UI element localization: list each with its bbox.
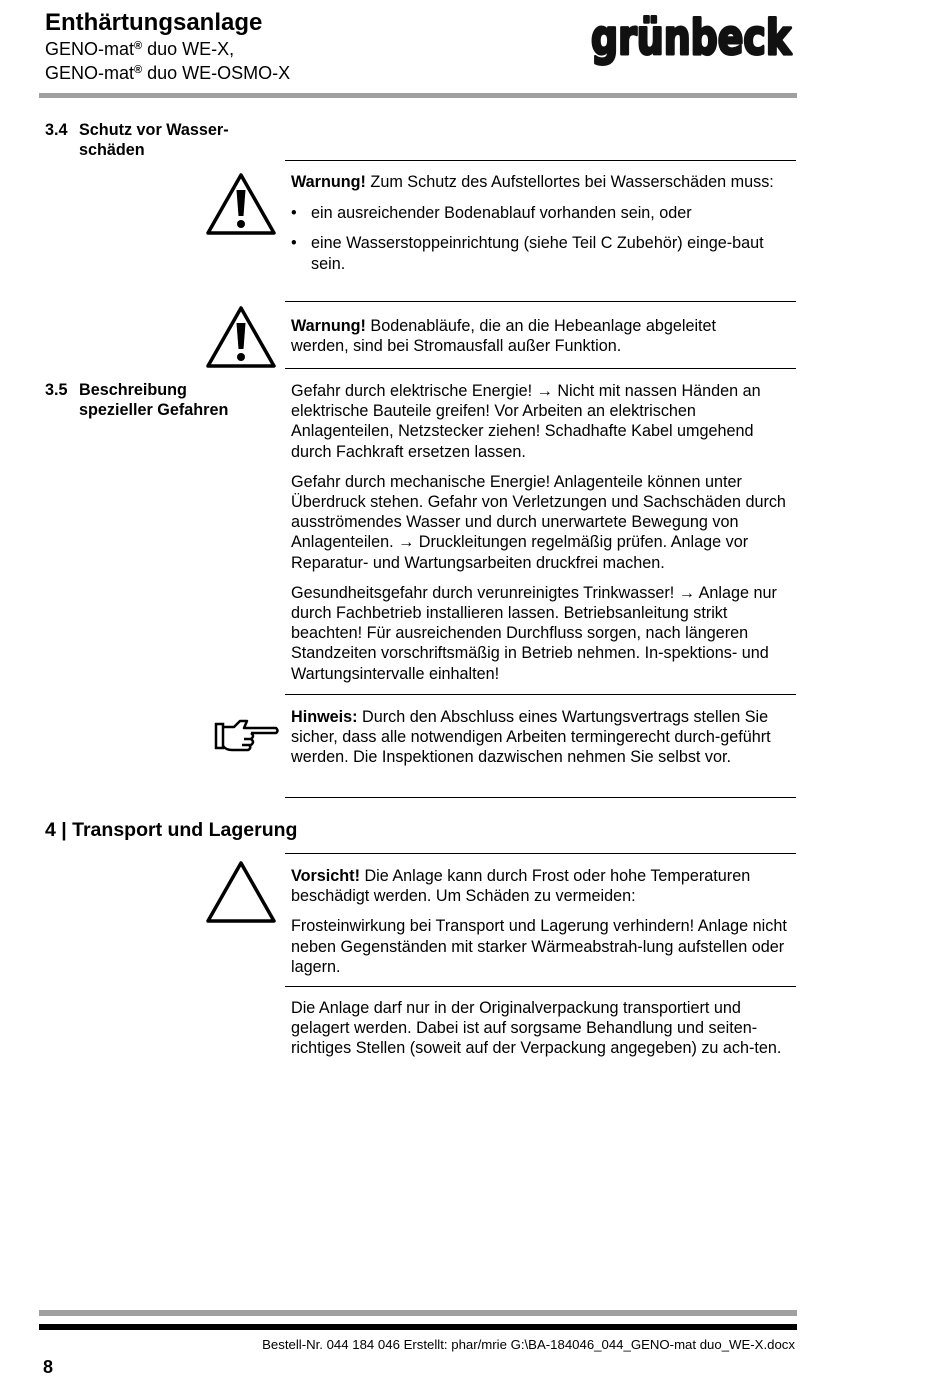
warning-text: Warnung! Bodenabläufe, die an die Hebeanlage abgeleitet werden, sind bei Stromausfall außer Funktion. xyxy=(291,317,717,356)
chapter-heading: 4 | Transport und Lagerung xyxy=(45,819,298,841)
caution-label: Vorsicht! xyxy=(291,867,360,885)
hazard-health: Gesundheitsgefahr durch verunreinigtes Trinkwasser! → Anlage nur durch Fachbetrieb installieren lassen. Betriebsanleitung strikt beachten! Für ausreichenden Durchfluss sorgen, nach längeren Standzeiten vorschriftsmäßig in Betrieb nehmen. In-spektions- und Wartungsintervalle einhalten! xyxy=(291,583,777,683)
logo-wordmark: grünbeck xyxy=(591,10,792,66)
caution-triangle-icon xyxy=(205,860,277,924)
transport-instructions: Die Anlage darf nur in der Originalverpackung transportiert und gelagert werden. Dabei ist auf sorgsame Behandlung und seiten-richtiges Stellen (soweit auf der Verpackung angegeben) zu ach-ten. xyxy=(291,999,782,1058)
divider xyxy=(285,986,796,987)
product-line-1 xyxy=(45,39,234,60)
header-rule xyxy=(39,93,797,98)
caution-measures: Frosteinwirkung bei Transport und Lagerung verhindern! Anlage nicht neben Gegenständen mit starker Wärmeabstrah-lung aufstellen oder lagern. xyxy=(291,917,787,976)
product-name: GENO-mat xyxy=(45,39,135,59)
divider xyxy=(285,368,796,369)
warning-text: Warnung! Zum Schutz des Aufstellortes bei Wasserschäden muss: xyxy=(291,173,774,191)
hint-block xyxy=(291,707,781,768)
page-number: 8 xyxy=(43,1357,54,1377)
warning-block xyxy=(291,316,761,356)
divider xyxy=(285,853,796,854)
warning-exclamation-icon xyxy=(205,305,277,369)
section-title-line: spezieller Gefahren xyxy=(79,401,229,420)
product-variant: duo WE-X, xyxy=(142,39,235,59)
document-title: Enthärtungsanlage xyxy=(45,9,263,36)
section-number: 3.5 xyxy=(45,381,68,399)
registered-mark: ® xyxy=(134,64,143,76)
registered-mark: ® xyxy=(134,40,143,52)
warning-label: Warnung! xyxy=(291,173,366,191)
section-title-line: Beschreibung xyxy=(79,381,187,399)
divider xyxy=(285,301,796,302)
caution-text: Vorsicht! Die Anlage kann durch Frost oder hohe Temperaturen beschädigt werden. Um Schäden zu vermeiden: xyxy=(291,867,751,906)
list-item: • eine Wasserstoppeinrichtung (siehe Teil C Zubehör) einge-baut sein. xyxy=(291,234,764,273)
hazard-descriptions xyxy=(291,381,791,684)
caution-block xyxy=(291,866,791,977)
footer-rule-black xyxy=(39,1324,797,1330)
bullet-icon: • xyxy=(291,234,297,253)
product-line-2 xyxy=(45,63,290,84)
pointing-hand-icon xyxy=(214,718,280,752)
footer-rule-gray xyxy=(39,1310,797,1316)
warning-label: Warnung! xyxy=(291,317,366,335)
hazard-mechanical: Gefahr durch mechanische Energie! Anlagenteile können unter Überdruck stehen. Gefahr von Verletzungen und Sachschäden durch ausströmendes Wasser und durch unerwartete Bewegung von Anlagenteilen. → Druckleitungen regelmäßig prüfen. Anlage vor Reparatur- und Wartungsarbeiten druckfrei machen. xyxy=(291,472,786,572)
divider xyxy=(285,694,796,695)
hint-label: Hinweis: xyxy=(291,708,358,726)
bullet-icon: • xyxy=(291,204,297,223)
product-variant: duo WE-OSMO-X xyxy=(142,63,291,83)
warning-exclamation-icon xyxy=(205,172,277,236)
section-title xyxy=(79,380,279,420)
divider xyxy=(285,797,796,798)
hazard-electrical: Gefahr durch elektrische Energie! → Nicht mit nassen Händen an elektrische Bauteile greifen! Vor Arbeiten an elektrischen Anlagenteilen, Netzstecker ziehen! Schadhafte Kabel umgehend durch Fachkraft ersetzen lassen. xyxy=(291,382,761,461)
footer-order-info: Bestell-Nr. 044 184 046 Erstellt: phar/mrie G:\BA-184046_044_GENO-mat duo_WE-X.docx xyxy=(262,1337,795,1352)
section-title xyxy=(79,120,279,160)
section-title-line: schäden xyxy=(79,141,145,160)
section-number: 3.4 xyxy=(45,121,68,139)
product-name: GENO-mat xyxy=(45,63,135,83)
gruenbeck-logo xyxy=(588,10,794,70)
divider xyxy=(285,160,796,161)
section-title-line: Schutz vor Wasser- xyxy=(79,121,229,139)
hint-text: Hinweis: Durch den Abschluss eines Wartungsvertrags stellen Sie sicher, dass alle notwendigen Arbeiten termingerecht durch-geführt werden. Die Inspektionen dazwischen nehmen Sie selbst vor. xyxy=(291,708,771,767)
warning-block xyxy=(291,172,791,274)
list-item: • ein ausreichender Bodenablauf vorhanden sein, oder xyxy=(291,204,692,223)
